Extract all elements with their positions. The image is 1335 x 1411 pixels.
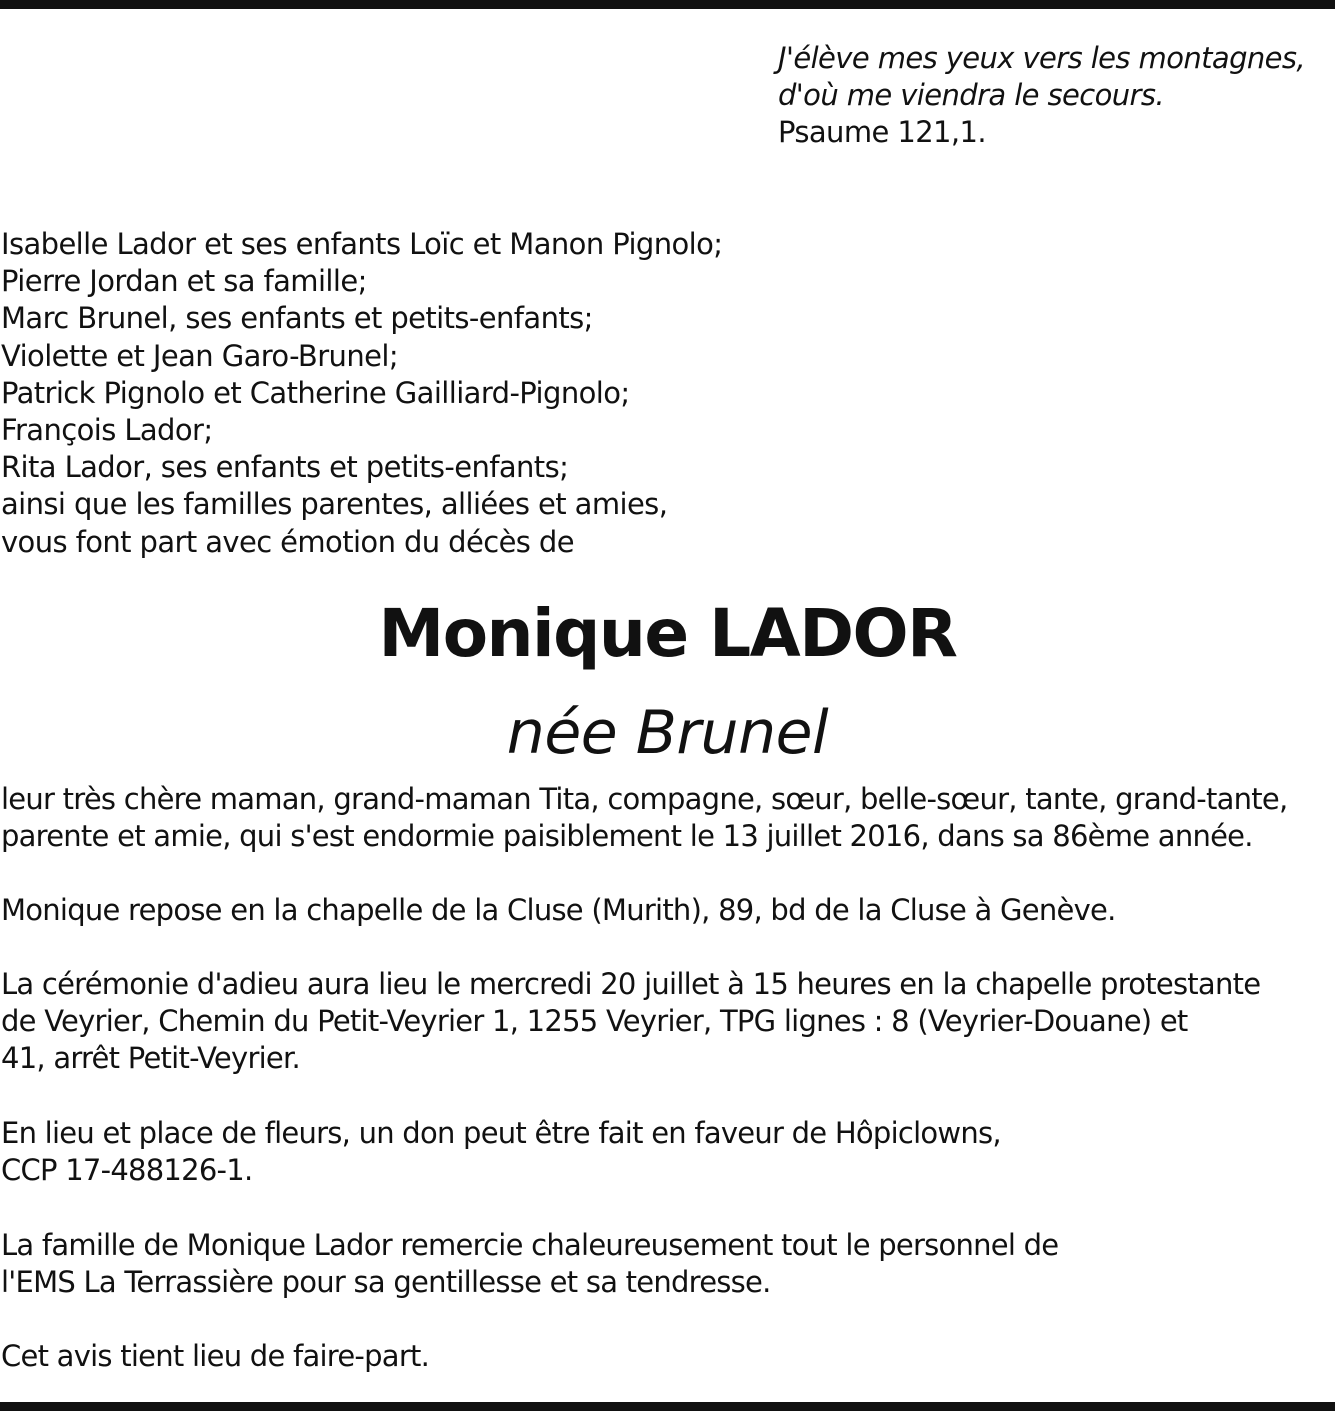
mourner-line: ainsi que les familles parentes, alliées et amies, [1, 487, 668, 522]
bible-verse [778, 40, 1305, 151]
mourner-line: Pierre Jordan et sa famille; [1, 264, 367, 299]
paragraph-line: La famille de Monique Lador remercie chaleureusement tout le personnel de [1, 1228, 1059, 1262]
verse-line-2: d'où me viendra le secours. [778, 78, 1164, 112]
mourner-line: vous font part avec émotion du décès de [1, 524, 574, 559]
thanks-paragraph [1, 1227, 1058, 1301]
verse-line-1: J'élève mes yeux vers les montagnes, [778, 41, 1306, 75]
paragraph-line: CCP 17-488126-1. [1, 1153, 253, 1188]
paragraph-line: Monique repose en la chapelle de la Cluse (Murith), 89, bd de la Cluse à Genève. [1, 893, 1116, 927]
ceremony-paragraph [1, 966, 1260, 1078]
description-paragraph [1, 781, 1287, 855]
deceased-birth-name: née Brunel [506, 698, 829, 768]
paragraph-line: parente et amie, qui s'est endormie paisiblement le 13 juillet 2016, dans sa 86ème année. [1, 819, 1253, 854]
paragraph-line: leur très chère maman, grand-maman Tita, compagne, sœur, belle-sœur, tante, grand-tante, [1, 782, 1288, 816]
paragraph-line: Cet avis tient lieu de faire-part. [1, 1339, 430, 1373]
paragraph-line: La cérémonie d'adieu aura lieu le mercredi 20 juillet à 15 heures en la chapelle protestante [1, 967, 1261, 1001]
repose-paragraph [1, 892, 1116, 929]
mourner-line: Violette et Jean Garo-Brunel; [1, 338, 398, 373]
mourner-line: Patrick Pignolo et Catherine Gailliard-Pignolo; [1, 375, 630, 410]
bottom-border-rule [0, 1402, 1335, 1411]
paragraph-line: de Veyrier, Chemin du Petit-Veyrier 1, 1255 Veyrier, TPG lignes : 8 (Veyrier-Douane) et [1, 1004, 1188, 1039]
paragraph-line: l'EMS La Terrassière pour sa gentillesse et sa tendresse. [1, 1265, 771, 1300]
top-border-rule [0, 0, 1335, 9]
mourner-line: François Lador; [1, 413, 213, 448]
deceased-name: Monique LADOR [378, 595, 957, 672]
mourners-list [1, 226, 722, 561]
mourner-line: Isabelle Lador et ses enfants Loïc et Manon Pignolo; [1, 227, 723, 261]
mourner-line: Rita Lador, ses enfants et petits-enfants; [1, 450, 569, 485]
verse-reference: Psaume 121,1. [778, 115, 986, 149]
paragraph-line: 41, arrêt Petit-Veyrier. [1, 1041, 300, 1076]
closing-paragraph [1, 1338, 429, 1375]
donation-paragraph [1, 1115, 1001, 1189]
paragraph-line: En lieu et place de fleurs, un don peut être fait en faveur de Hôpiclowns, [1, 1116, 1001, 1150]
mourner-line: Marc Brunel, ses enfants et petits-enfants; [1, 301, 593, 336]
